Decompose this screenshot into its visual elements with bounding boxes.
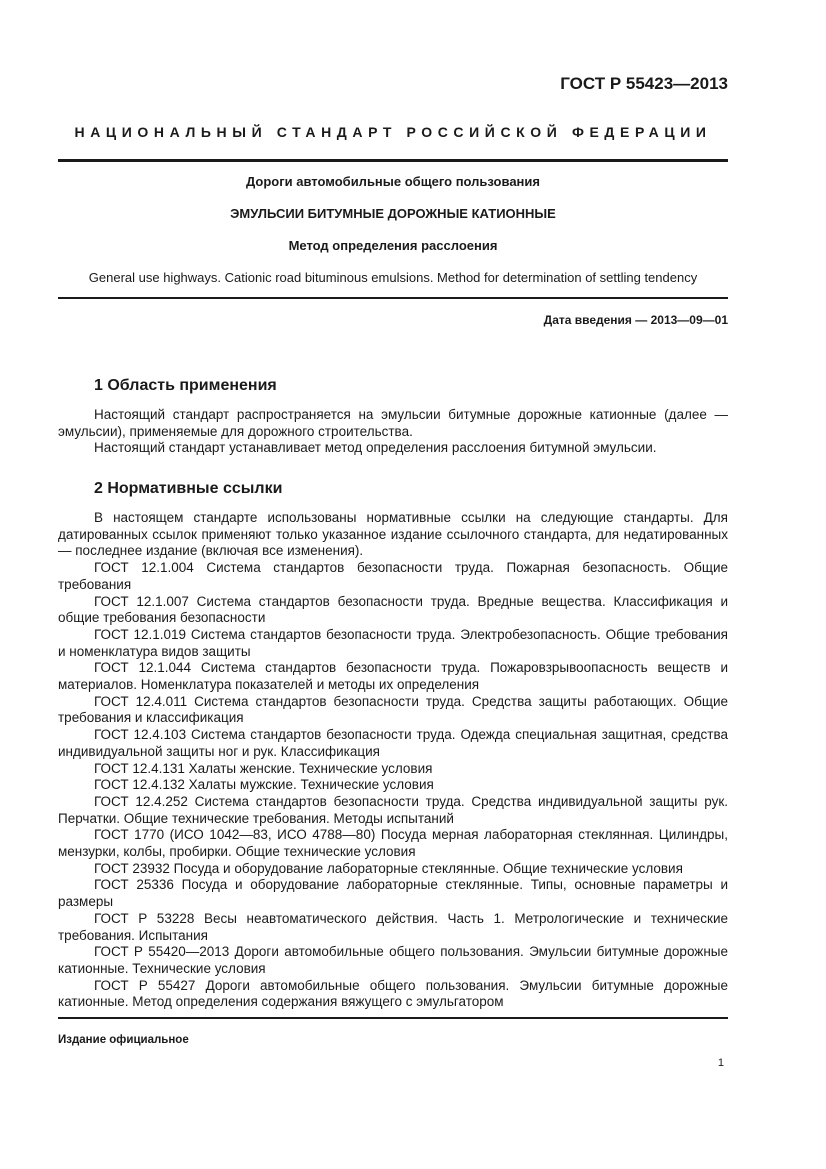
english-title: General use highways. Cationic road bituminous emulsions. Method for determination of settling tendency bbox=[88, 270, 698, 285]
reference-item: ГОСТ Р 55427 Дороги автомобильные общего пользования. Эмульсии битумные дорожные катионные. Метод определения содержания вяжущего с эмульгатором bbox=[58, 977, 728, 1010]
reference-item: ГОСТ 1770 (ИСО 1042—83, ИСО 4788—80) Посуда мерная лабораторная стеклянная. Цилиндры, мензурки, колбы, пробирки. Общие технические условия bbox=[58, 827, 728, 860]
org-title: НАЦИОНАЛЬНЫЙ СТАНДАРТ РОССИЙСКОЙ ФЕДЕРАЦИИ bbox=[74, 124, 712, 140]
page-number: 1 bbox=[717, 1057, 724, 1069]
paragraph: В настоящем стандарте использованы нормативные ссылки на следующие стандарты. Для датированных ссылок применяют только указанное издание ссылочного стандарта, для недатированных — последнее издание (включая все изменения). bbox=[58, 510, 728, 559]
reference-item: ГОСТ 12.1.019 Система стандартов безопасности труда. Электробезопасность. Общие требования и номенклатура видов защиты bbox=[58, 626, 728, 659]
paragraph: Настоящий стандарт распространяется на эмульсии битумные дорожные катионные (далее — эмульсии), применяемые для дорожного строительства. bbox=[58, 407, 728, 439]
intro-date: Дата введения — 2013—09—01 bbox=[543, 313, 728, 327]
reference-item: ГОСТ 12.4.011 Система стандартов безопасности труда. Средства защиты работающих. Общие требования и классификация bbox=[58, 693, 728, 726]
edition-label: Издание официальное bbox=[58, 1034, 189, 1046]
reference-item: ГОСТ 12.1.044 Система стандартов безопасности труда. Пожаровзрывоопасность веществ и материалов. Номенклатура показателей и методы их определения bbox=[58, 660, 728, 693]
reference-item: ГОСТ 12.1.007 Система стандартов безопасности труда. Вредные вещества. Классификация и общие требования безопасности bbox=[58, 593, 728, 626]
reference-item: ГОСТ Р 53228 Весы неавтоматического действия. Часть 1. Метрологические и технические требования. Испытания bbox=[58, 910, 728, 943]
footer-rule bbox=[58, 1017, 728, 1019]
section-2-title: 2 Нормативные ссылки bbox=[94, 480, 283, 497]
title-line-2: ЭМУЛЬСИИ БИТУМНЫЕ ДОРОЖНЫЕ КАТИОННЫЕ bbox=[230, 206, 556, 221]
reference-item: ГОСТ 12.1.004 Система стандартов безопасности труда. Пожарная безопасность. Общие требования bbox=[58, 560, 728, 592]
section-1-body bbox=[58, 407, 728, 457]
doc-number: ГОСТ Р 55423—2013 bbox=[560, 74, 728, 93]
section-2-body bbox=[58, 510, 728, 1011]
reference-item: ГОСТ 23932 Посуда и оборудование лабораторные стеклянные. Общие технические условия bbox=[94, 860, 683, 876]
title-line-3: Метод определения расслоения bbox=[288, 238, 498, 253]
reference-item: ГОСТ Р 55420—2013 Дороги автомобильные общего пользования. Эмульсии битумные дорожные катионные. Технические условия bbox=[58, 944, 728, 976]
title-line-1: Дороги автомобильные общего пользования bbox=[246, 174, 540, 189]
reference-item: ГОСТ 25336 Посуда и оборудование лабораторные стеклянные. Типы, основные параметры и размеры bbox=[58, 877, 728, 910]
paragraph: Настоящий стандарт устанавливает метод определения расслоения битумной эмульсии. bbox=[94, 440, 657, 456]
reference-item: ГОСТ 12.4.103 Система стандартов безопасности труда. Одежда специальная защитная, средства индивидуальной защиты ног и рук. Классификация bbox=[58, 727, 728, 759]
title-rule bbox=[58, 297, 728, 299]
header-rule bbox=[58, 159, 728, 162]
reference-item: ГОСТ 12.4.131 Халаты женские. Технические условия bbox=[94, 760, 433, 776]
section-1-title: 1 Область применения bbox=[94, 377, 277, 394]
reference-item: ГОСТ 12.4.252 Система стандартов безопасности труда. Средства индивидуальной защиты рук. Перчатки. Общие технические требования. Методы испытаний bbox=[58, 793, 728, 826]
reference-item: ГОСТ 12.4.132 Халаты мужские. Технические условия bbox=[94, 777, 434, 793]
